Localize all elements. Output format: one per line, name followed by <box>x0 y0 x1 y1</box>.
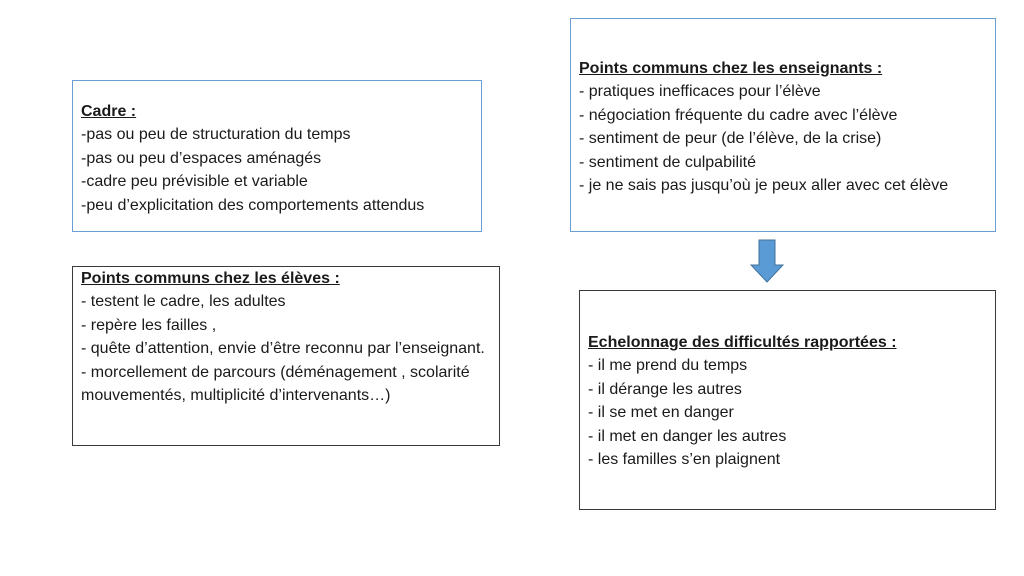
students-box-title: Points communs chez les élèves : <box>81 270 340 287</box>
framework-item: -cadre peu prévisible et variable <box>81 173 308 191</box>
students-item: - quête d’attention, envie d’être reconnu par l’enseignant. <box>81 340 485 358</box>
difficulty-item: - il met en danger les autres <box>588 427 787 445</box>
students-item: - repère les failles , <box>81 316 217 334</box>
framework-item: -pas ou peu d’espaces aménagés <box>81 149 322 167</box>
teachers-item: - pratiques inefficaces pour l’élève <box>579 83 821 101</box>
students-item: - morcellement de parcours (déménagement , scolarité mouvementés, multiplicité d’intervenants…) <box>81 363 470 405</box>
down-arrow-shape <box>751 240 783 282</box>
teachers-common-points-box <box>570 18 996 232</box>
difficulty-item: - il se met en danger <box>588 404 734 422</box>
teachers-box-title: Points communs chez les enseignants : <box>579 60 883 77</box>
framework-item: -peu d’explicitation des comportements attendus <box>81 196 425 214</box>
teachers-item: - sentiment de culpabilité <box>579 153 756 171</box>
teachers-item: - sentiment de peur (de l’élève, de la crise) <box>579 130 882 148</box>
teachers-item: - négociation fréquente du cadre avec l’élève <box>579 106 898 124</box>
down-arrow-icon <box>750 239 784 283</box>
students-common-points-box <box>72 266 500 446</box>
framework-item: -pas ou peu de structuration du temps <box>81 126 351 144</box>
framework-box-title: Cadre : <box>81 103 137 120</box>
teachers-item: - je ne sais pas jusqu’où je peux aller avec cet élève <box>579 177 949 195</box>
students-item: - testent le cadre, les adultes <box>81 293 286 311</box>
difficulty-item: - il dérange les autres <box>588 380 742 398</box>
difficulty-item: - il me prend du temps <box>588 357 748 375</box>
difficulty-item: - les familles s’en plaignent <box>588 451 781 469</box>
difficulty-scale-box <box>579 290 996 510</box>
difficulty-box-title: Echelonnage des difficultés rapportées : <box>588 334 897 351</box>
framework-box <box>72 80 482 232</box>
